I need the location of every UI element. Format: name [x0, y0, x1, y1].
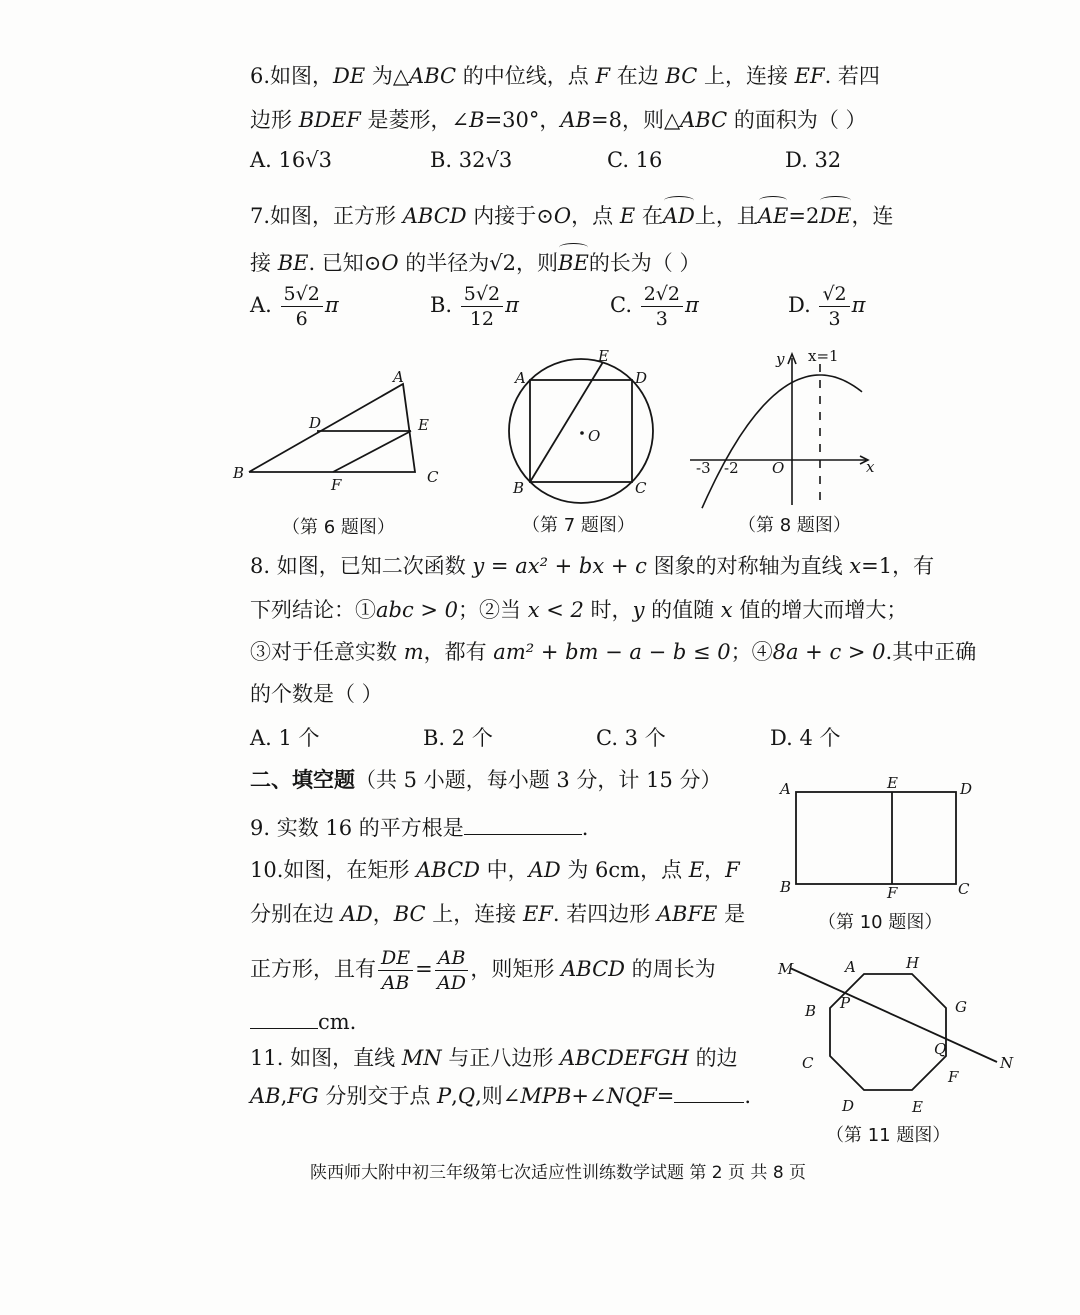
q7-line1: 7.如图，正方形 ABCD 内接于⊙O，点 E 在AD上，且AE=2DE，连 — [250, 198, 894, 230]
fig8-label-axis: x=1 — [808, 347, 839, 365]
q6-line1: 6.如图，DE 为△ABC 的中位线，点 F 在边 BC 上，连接 EF. 若四 — [250, 64, 880, 88]
fig7-center-dot — [580, 431, 584, 435]
q8-option-b: B. 2 个 — [423, 726, 493, 750]
q10-answer-blank — [250, 1006, 318, 1029]
fig8-label-y: y — [776, 350, 785, 368]
fig7-label-d: D — [635, 369, 648, 387]
q8-line1: 8. 如图，已知二次函数 y = ax² + bx + c 图象的对称轴为直线 x=1，有 — [250, 554, 935, 578]
fig11-label-n: N — [1000, 1054, 1014, 1072]
fig8-label-x: x — [866, 458, 875, 476]
fig10-label-f: F — [887, 884, 898, 902]
figure-6 — [225, 360, 465, 500]
q10-line3: 正方形，且有 $\frac{DE}{AB}$ = $\frac{AB}{AD}$ ，则矩形 ABCD 的周长为 — [250, 947, 716, 994]
fig10-rectangle — [796, 792, 956, 884]
fig8-label-o: O — [772, 459, 785, 477]
fig6-caption: （第 6 题图） — [282, 517, 395, 538]
fig11-octagon — [830, 974, 946, 1090]
page-footer: 陕西师大附中初三年级第七次适应性训练数学试题 第 2 页 共 8 页 — [310, 1163, 807, 1183]
figure-11 — [772, 946, 1022, 1126]
q10-line2: 分别在边 AD，BC 上，连接 EF. 若四边形 ABFE 是 — [250, 902, 746, 926]
fig6-label-e: E — [418, 416, 429, 434]
fig10-label-c: C — [958, 880, 970, 898]
fig11-label-d: D — [842, 1097, 855, 1115]
fig7-caption: （第 7 题图） — [522, 515, 635, 536]
fig6-segment-ef — [333, 431, 411, 472]
fig6-label-a: A — [393, 368, 404, 386]
q9-answer-blank — [464, 812, 582, 835]
fig7-square — [530, 380, 632, 482]
fig8-caption: （第 8 题图） — [738, 515, 851, 536]
fig8-label-m3: -3 — [696, 459, 711, 477]
q6-option-b: B. 32√3 — [430, 148, 513, 172]
q8-line4: 的个数是（ ） — [250, 682, 383, 706]
figure-10 — [772, 772, 987, 902]
fig10-caption: （第 10 题图） — [818, 912, 943, 933]
fig8-parabola — [702, 375, 862, 508]
q7-option-d: D. $\frac{√2}{3}$ π — [788, 283, 866, 330]
q7-option-a: A. $\frac{5√2}{6}$ π — [250, 283, 339, 330]
fig11-label-p: P — [840, 994, 851, 1012]
fig8-label-m2: -2 — [724, 459, 739, 477]
q8-line2: 下列结论：①abc > 0；②当 x < 2 时，y 的值随 x 值的增大而增大； — [250, 598, 908, 622]
fig11-label-b: B — [805, 1002, 817, 1020]
section2-heading: 二、填空题（共 5 小题，每小题 3 分，计 15 分） — [250, 768, 722, 792]
fig7-label-b: B — [513, 479, 525, 497]
fig6-label-c: C — [427, 468, 439, 486]
q10-line1: 10.如图，在矩形 ABCD 中，AD 为 6cm，点 E，F — [250, 858, 740, 882]
q7-option-b: B. $\frac{5√2}{12}$ π — [430, 283, 519, 330]
fig10-label-e: E — [887, 774, 898, 792]
fig11-label-a: A — [845, 958, 856, 976]
q6-line2: 边形 BDEF 是菱形，∠B=30°，AB=8，则△ABC 的面积为（ ） — [250, 108, 867, 132]
q10-line4: cm. — [250, 1006, 356, 1036]
q6-option-d: D. 32 — [785, 148, 842, 172]
fig10-label-a: A — [780, 780, 791, 798]
q6-option-c: C. 16 — [607, 148, 663, 172]
fig11-label-g: G — [955, 998, 967, 1016]
figure-8 — [680, 340, 880, 510]
q8-line3: ③对于任意实数 m，都有 am² + bm − a − b ≤ 0；④8a + c > 0.其中正确 — [250, 640, 977, 664]
fig11-label-q: Q — [934, 1040, 947, 1058]
fig7-label-c: C — [635, 479, 647, 497]
fig11-label-c: C — [802, 1054, 814, 1072]
fig7-label-e: E — [598, 347, 609, 365]
figure-7 — [495, 345, 675, 505]
fig11-label-e: E — [912, 1098, 923, 1116]
fig11-label-m: M — [778, 960, 794, 978]
fig6-label-f: F — [331, 476, 342, 494]
q11-line2: AB,FG 分别交于点 P,Q,则∠MPB+∠NQF= . — [250, 1080, 751, 1110]
fig6-triangle-abc — [249, 384, 415, 472]
q7-option-c: C. $\frac{2√2}{3}$ π — [610, 283, 699, 330]
q11-answer-blank — [674, 1080, 744, 1103]
q8-option-a: A. 1 个 — [250, 726, 320, 750]
q7-line2: 接 BE. 已知⊙O 的半径为√2，则BE的长为（ ） — [250, 245, 701, 277]
q9-line: 9. 实数 16 的平方根是 . — [250, 812, 588, 842]
q11-line1: 11. 如图，直线 MN 与正八边形 ABCDEFGH 的边 — [250, 1046, 738, 1070]
fig11-caption: （第 11 题图） — [826, 1125, 951, 1146]
fig6-label-b: B — [233, 464, 245, 482]
fig10-label-d: D — [960, 780, 973, 798]
fig11-label-f: F — [948, 1068, 959, 1086]
q8-option-d: D. 4 个 — [770, 726, 841, 750]
q6-option-a: A. 16√3 — [250, 148, 332, 172]
fig7-label-a: A — [515, 369, 526, 387]
fig6-label-d: D — [309, 414, 322, 432]
fig10-label-b: B — [780, 878, 792, 896]
q8-option-c: C. 3 个 — [596, 726, 666, 750]
fig11-label-h: H — [906, 954, 920, 972]
fig7-label-o: O — [588, 427, 601, 445]
